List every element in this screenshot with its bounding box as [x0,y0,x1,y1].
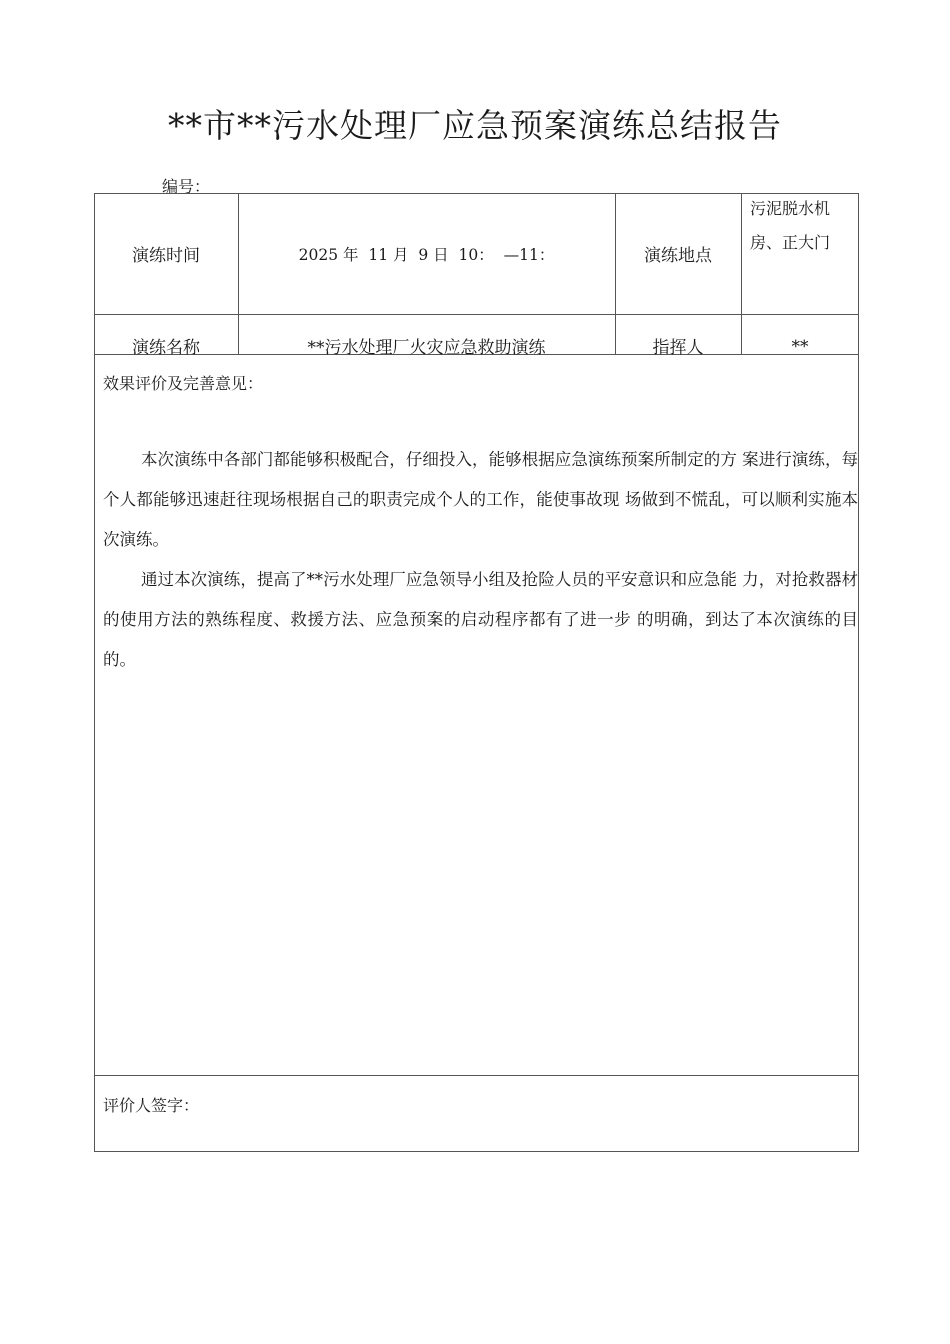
page-title: **市**污水处理厂应急预案演练总结报告 [168,106,782,145]
serial-number-label: 编号： [162,177,211,196]
drill-name-label: 演练名称 [132,337,200,358]
evaluator-signature-label: 评价人签字： [103,1096,200,1115]
commander-label: 指挥人 [652,337,704,358]
evaluation-paragraph-1: 本次演练中各部门都能够积极配合，仔细投入，能够根据应急演练预案所制定的方 案进行演练，每个人都能够迅速赶往现场根据自己的职责完成个人的工作，能使事故现 场做到不慌乱，可以顺利实施本次演练。 [103,450,858,549]
drill-location-label: 演练地点 [644,246,712,266]
drill-time-value: 2025 年 11 月 9 日 10： —11： [298,245,555,264]
drill-name-value: **污水处理厂火灾应急救助演练 [307,337,546,358]
commander-value: ** [791,337,809,357]
row-divider [94,1075,859,1076]
evaluation-paragraph-2: 通过本次演练，提高了**污水处理厂应急领导小组及抢险人员的平安意识和应急能 力，对抢救器材的使用方法的熟练程度、救援方法、应急预案的启动程序都有了进一步 的明确，到达了本次演练的目的。 [103,570,858,669]
drill-location-value: 污泥脱水机房、正大门 [750,199,831,252]
evaluation-label: 效果评价及完善意见： [103,374,264,393]
drill-time-label: 演练时间 [132,246,200,266]
row-divider [94,314,859,315]
